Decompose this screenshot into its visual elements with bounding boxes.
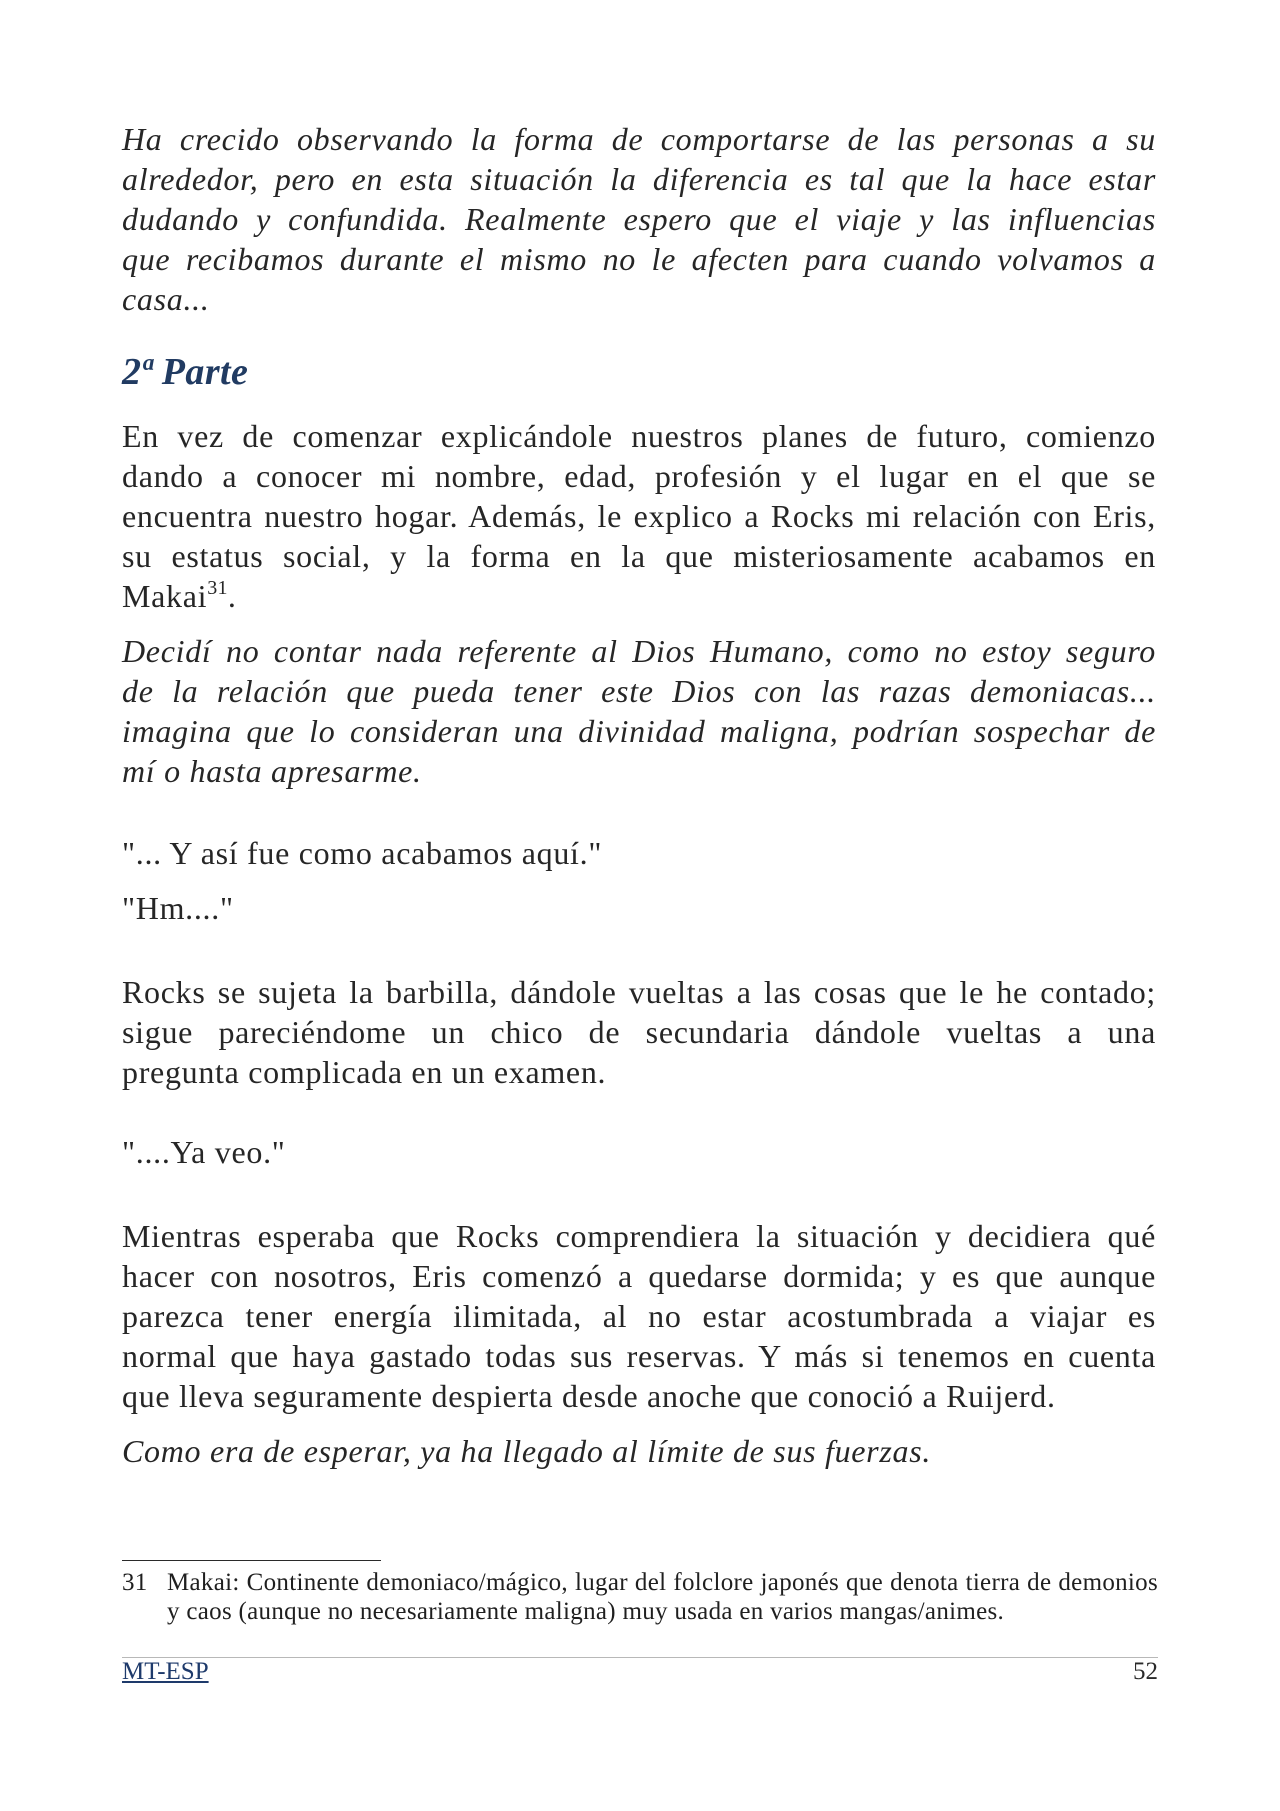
text-line: Mientras esperaba que Rocks comprendiera la situación y decidiera qué <box>122 1218 1156 1254</box>
footer-link[interactable]: MT-ESP <box>122 1658 209 1685</box>
page-footer <box>122 1658 1158 1686</box>
page-number: 52 <box>1133 1658 1158 1685</box>
text-line: dando a conocer mi nombre, edad, profesión y el lugar en el que se <box>122 458 1156 494</box>
text-line: su estatus social, y la forma en la que misteriosamente acabamos en <box>122 538 1156 574</box>
dialogue-line <box>122 888 1156 928</box>
text-line: Decidí no contar nada referente al Dios Humano, como no estoy seguro <box>122 633 1156 669</box>
text-line <box>122 576 1156 616</box>
text-line: "Hm...." <box>122 890 234 926</box>
text-line: En vez de comenzar explicándole nuestros planes de futuro, comienzo <box>122 418 1156 454</box>
text-line: pregunta complicada en un examen. <box>122 1054 607 1090</box>
text-line: Makai: Continente demoniaco/mágico, lugar del folclore japonés que denota tierra de demonios <box>167 1569 1158 1596</box>
dialogue-line <box>122 1132 1156 1172</box>
inner-thought-paragraph <box>122 631 1156 791</box>
paragraph-text: Makai <box>122 578 208 614</box>
text-line: de la relación que pueda tener este Dios con las razas demoniacas... <box>122 673 1156 709</box>
text-line: Ha crecido observando la forma de comportarse de las personas a su <box>122 121 1156 157</box>
text-line: hacer con nosotros, Eris comenzó a quedarse dormida; y es que aunque <box>122 1258 1156 1294</box>
footnote-number: 31 <box>122 1569 148 1596</box>
text-line: alrededor, pero en esta situación la diferencia es tal que la hace estar <box>122 161 1156 197</box>
text-line: normal que haya gastado todas sus reservas. Y más si tenemos en cuenta <box>122 1338 1156 1374</box>
text-line: y caos (aunque no necesariamente maligna) muy usada en varios mangas/animes. <box>167 1598 1005 1625</box>
text-line: dudando y confundida. Realmente espero que el viaje y las influencias <box>122 201 1156 237</box>
text-line: casa... <box>122 281 210 317</box>
narration-paragraph <box>122 1216 1156 1416</box>
text-line: mí o hasta apresarme. <box>122 753 422 789</box>
text-line: Como era de esperar, ya ha llegado al límite de sus fuerzas. <box>122 1433 932 1469</box>
narration-paragraph <box>122 972 1156 1092</box>
text-line: "....Ya veo." <box>122 1134 286 1170</box>
text-line: parezca tener energía ilimitada, al no estar acostumbrada a viajar es <box>122 1298 1156 1334</box>
dialogue-line <box>122 833 1156 873</box>
section-heading: 2ª Parte <box>122 351 249 393</box>
text-line: Rocks se sujeta la barbilla, dándole vueltas a las cosas que le he contado; <box>122 974 1156 1010</box>
footnote-reference: 31 <box>207 577 228 599</box>
narration-paragraph <box>122 416 1156 616</box>
text-line: "... Y así fue como acabamos aquí." <box>122 835 603 871</box>
footnote-separator <box>122 1560 381 1561</box>
inner-thought-paragraph <box>122 1431 1156 1471</box>
footnote-text <box>167 1568 1158 1626</box>
text-line: imagina que lo consideran una divinidad maligna, podrían sospechar de <box>122 713 1156 749</box>
paragraph-text: . <box>227 578 237 614</box>
text-line: que recibamos durante el mismo no le afecten para cuando volvamos a <box>122 241 1156 277</box>
inner-thought-paragraph <box>122 119 1156 319</box>
text-line: encuentra nuestro hogar. Además, le explico a Rocks mi relación con Eris, <box>122 498 1156 534</box>
text-line: que lleva seguramente despierta desde anoche que conoció a Ruijerd. <box>122 1378 1056 1414</box>
text-line: sigue pareciéndome un chico de secundaria dándole vueltas a una <box>122 1014 1156 1050</box>
